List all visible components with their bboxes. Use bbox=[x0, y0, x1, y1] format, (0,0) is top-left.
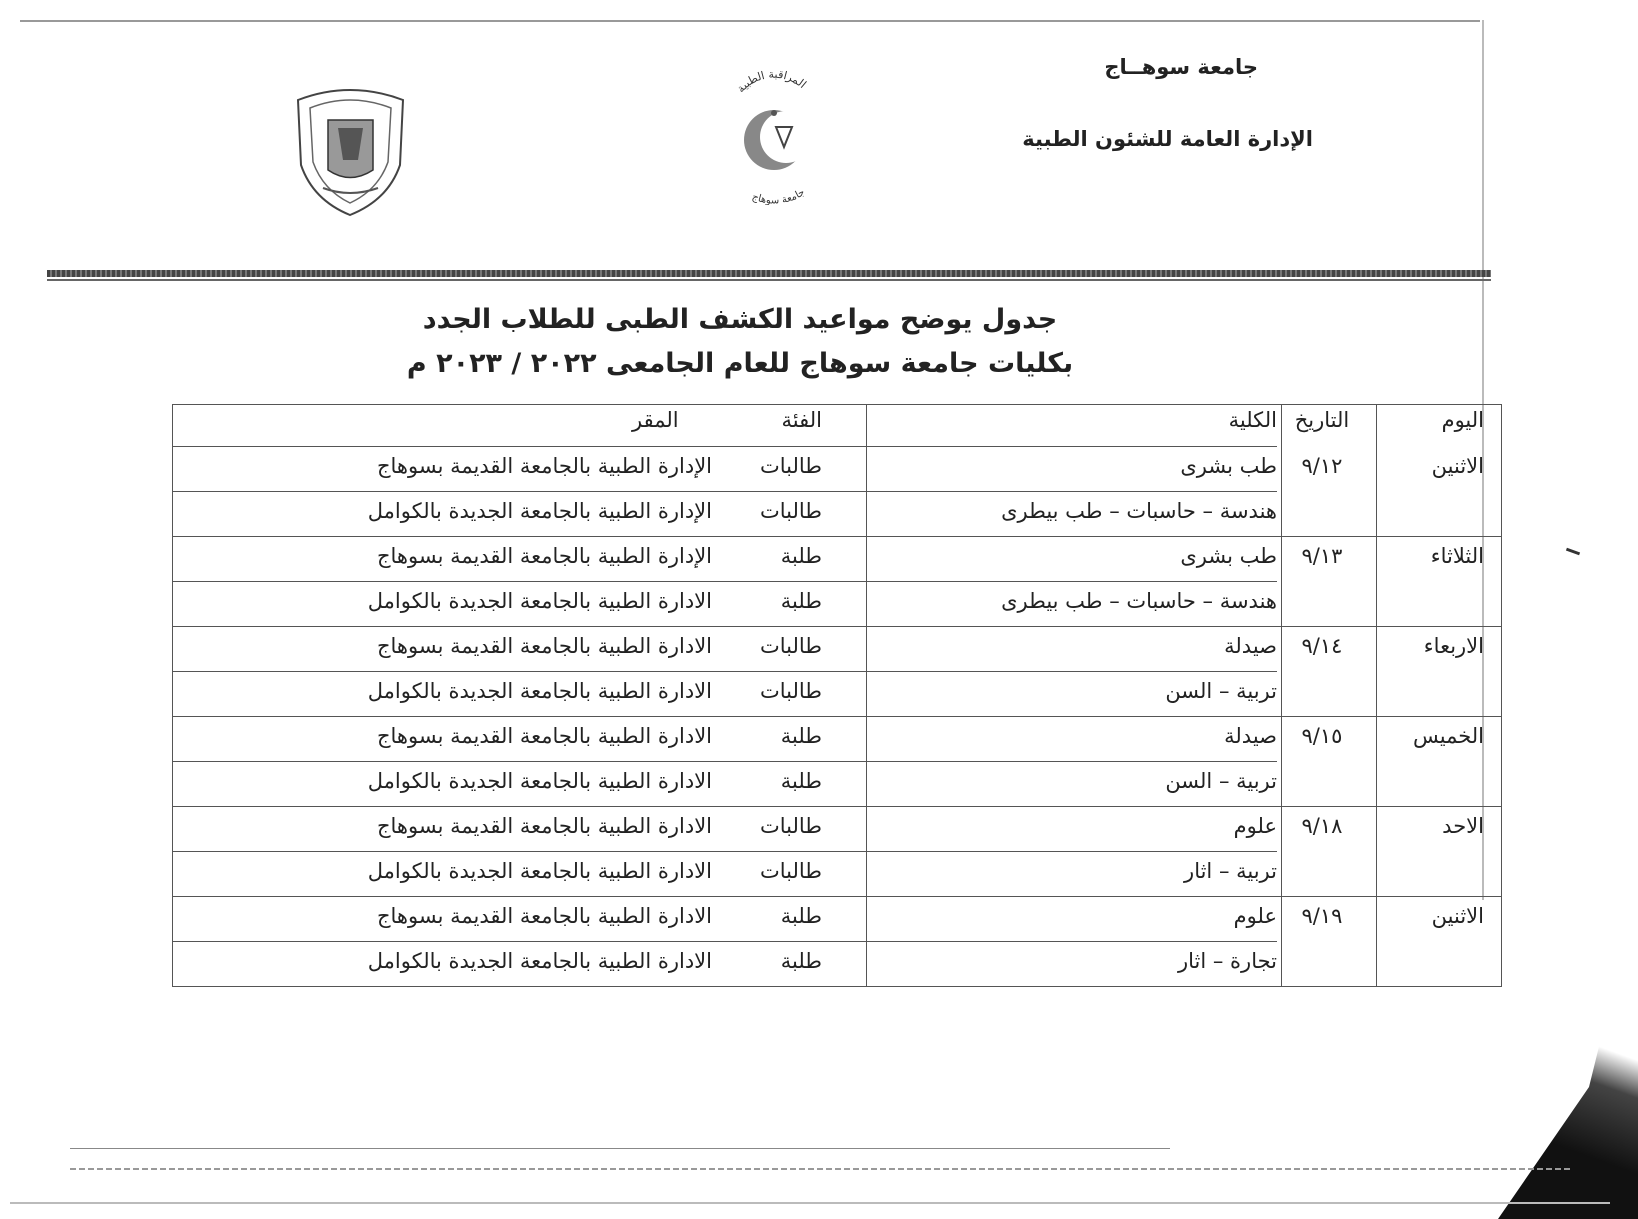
location-cell: الادارة الطبية بالجامعة الجديدة بالكوامل bbox=[367, 769, 712, 793]
category-cell: طالبات bbox=[759, 634, 822, 658]
date-cell: ٩/١٩ bbox=[1301, 904, 1343, 928]
college-cell: تربية – السن bbox=[1165, 679, 1277, 703]
letterhead bbox=[993, 55, 1313, 151]
college-cell: صيدلة bbox=[1224, 634, 1277, 658]
location-cell: الادارة الطبية بالجامعة القديمة بسوهاج bbox=[376, 814, 712, 838]
location-cell: الادارة الطبية بالجامعة الجديدة بالكوامل bbox=[367, 859, 712, 883]
header-date: التاريخ bbox=[1294, 408, 1350, 432]
day-cell: الاربعاء bbox=[1423, 634, 1484, 658]
day-cell: الاحد bbox=[1442, 814, 1484, 838]
category-cell: طالبات bbox=[759, 679, 822, 703]
college-cell: علوم bbox=[1233, 904, 1277, 928]
title-line-1: جدول يوضح مواعيد الكشف الطبى للطلاب الجدد bbox=[422, 304, 1058, 335]
table-border-top bbox=[172, 404, 1502, 405]
college-cell: هندسة – حاسبات – طب بيطرى bbox=[1001, 499, 1277, 523]
category-cell: طلبة bbox=[780, 544, 822, 568]
college-cell: هندسة – حاسبات – طب بيطرى bbox=[1001, 589, 1277, 613]
location-cell: الادارة الطبية بالجامعة القديمة بسوهاج bbox=[376, 904, 712, 928]
scan-edge-bottom bbox=[10, 1202, 1610, 1204]
day-cell: الخميس bbox=[1412, 724, 1484, 748]
column-divider bbox=[1376, 404, 1377, 986]
category-cell: طلبة bbox=[780, 769, 822, 793]
location-cell: الإدارة الطبية بالجامعة الجديدة بالكوامل bbox=[367, 499, 712, 523]
category-cell: طالبات bbox=[759, 814, 822, 838]
date-cell: ٩/١٣ bbox=[1301, 544, 1343, 568]
location-cell: الادارة الطبية بالجامعة القديمة بسوهاج bbox=[376, 634, 712, 658]
location-cell: الادارة الطبية بالجامعة الجديدة بالكوامل bbox=[367, 679, 712, 703]
college-cell: تجارة – اثار bbox=[1177, 949, 1277, 973]
day-cell: الاثنين bbox=[1431, 904, 1484, 928]
row-divider bbox=[172, 716, 1502, 717]
day-cell: الثلاثاء bbox=[1430, 544, 1484, 568]
document-title bbox=[380, 298, 1100, 386]
row-divider bbox=[172, 761, 1277, 762]
college-cell: صيدلة bbox=[1224, 724, 1277, 748]
header-college: الكلية bbox=[1228, 408, 1277, 432]
header-category: الفئة bbox=[781, 408, 822, 432]
row-divider bbox=[172, 806, 1502, 807]
department-name: الإدارة العامة للشئون الطبية bbox=[1022, 127, 1313, 151]
stray-mark bbox=[1566, 548, 1580, 556]
bottom-line bbox=[70, 1148, 1170, 1149]
category-cell: طالبات bbox=[759, 454, 822, 478]
table-border-bottom bbox=[172, 986, 1502, 987]
day-cell: الاثنين bbox=[1431, 454, 1484, 478]
header-divider bbox=[47, 270, 1491, 277]
category-cell: طلبة bbox=[780, 949, 822, 973]
row-divider bbox=[172, 581, 1277, 582]
table-border-right bbox=[1501, 404, 1502, 986]
row-divider bbox=[172, 536, 1502, 537]
row-divider bbox=[172, 626, 1502, 627]
college-cell: طب بشرى bbox=[1180, 454, 1277, 478]
location-cell: الادارة الطبية بالجامعة الجديدة بالكوامل bbox=[367, 949, 712, 973]
college-cell: تربية – السن bbox=[1165, 769, 1277, 793]
medical-affairs-emblem bbox=[714, 65, 834, 205]
college-cell: تربية – اثار bbox=[1184, 859, 1277, 883]
category-cell: طالبات bbox=[759, 859, 822, 883]
schedule-table bbox=[172, 404, 1502, 1024]
title-line-2: بكليات جامعة سوهاج للعام الجامعى ٢٠٢٢ / ٢٠٢٣ م bbox=[406, 348, 1074, 379]
college-cell: علوم bbox=[1233, 814, 1277, 838]
header-day: اليوم bbox=[1441, 408, 1484, 432]
date-cell: ٩/١٥ bbox=[1301, 724, 1343, 748]
date-cell: ٩/١٨ bbox=[1301, 814, 1343, 838]
category-cell: طالبات bbox=[759, 499, 822, 523]
column-divider bbox=[1281, 404, 1282, 986]
row-divider bbox=[172, 896, 1502, 897]
location-cell: الادارة الطبية بالجامعة الجديدة بالكوامل bbox=[367, 589, 712, 613]
row-divider bbox=[172, 491, 1277, 492]
location-cell: الادارة الطبية بالجامعة القديمة بسوهاج bbox=[376, 724, 712, 748]
scan-edge-top bbox=[20, 20, 1480, 22]
university-shield-emblem bbox=[288, 80, 413, 220]
category-cell: طلبة bbox=[780, 589, 822, 613]
category-cell: طلبة bbox=[780, 724, 822, 748]
emblem-bottom-text: جامعة سوهاج bbox=[750, 186, 807, 205]
row-divider bbox=[172, 941, 1277, 942]
location-cell: الإدارة الطبية بالجامعة القديمة بسوهاج bbox=[376, 454, 712, 478]
location-cell: الإدارة الطبية بالجامعة القديمة بسوهاج bbox=[376, 544, 712, 568]
row-divider bbox=[172, 851, 1277, 852]
header-underline bbox=[172, 446, 1277, 447]
date-cell: ٩/١٢ bbox=[1301, 454, 1343, 478]
university-name: جامعة سوهــاج bbox=[1104, 55, 1258, 79]
date-cell: ٩/١٤ bbox=[1301, 634, 1343, 658]
bottom-dashed-line bbox=[70, 1168, 1570, 1170]
header-divider-thin bbox=[47, 279, 1491, 281]
emblem-top-text: المراقبة الطبية bbox=[734, 67, 809, 96]
header-location: المقر bbox=[632, 408, 679, 432]
category-cell: طلبة bbox=[780, 904, 822, 928]
college-cell: طب بشرى bbox=[1180, 544, 1277, 568]
row-divider bbox=[172, 671, 1277, 672]
